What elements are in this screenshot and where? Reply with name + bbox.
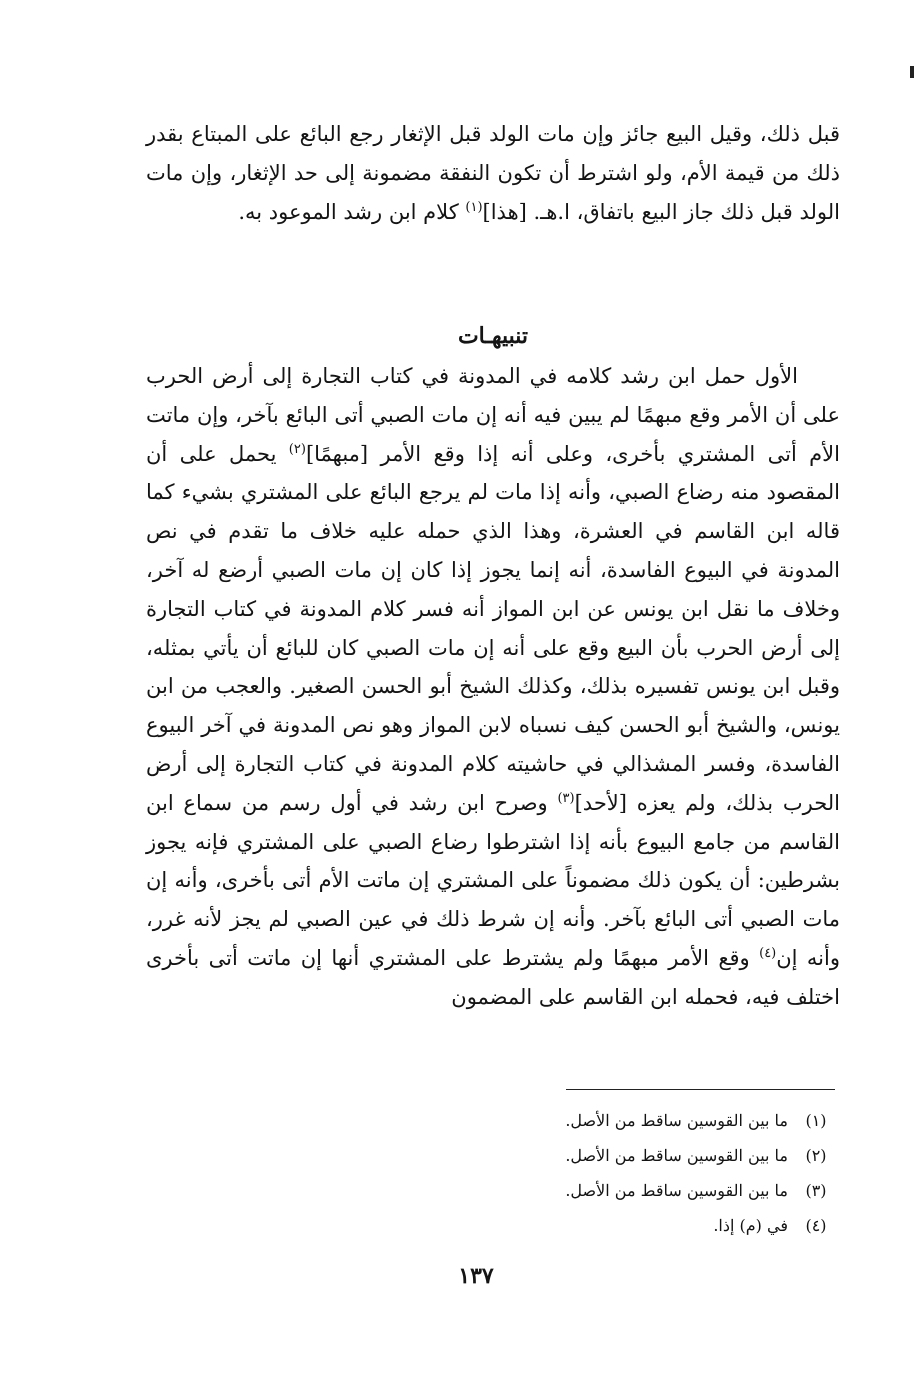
footnote-1: [236, 1103, 836, 1138]
footnote-number: (٢): [805, 1146, 827, 1165]
main-text-part-1: الأول حمل ابن رشد كلامه في المدونة في كتاب التجارة إلى أرض الحرب على أن الأمر وقع مبهمًا لم يبين فيه أنه إن مات الصبي أتى البائع بآخر، وإن ماتت الأم أتى المشتري بأخرى، وعلى أنه إذا وقع الأمر [مبهمًا]: [146, 364, 840, 466]
footnote-text: ما بين القوسين ساقط من الأصل.: [565, 1181, 788, 1200]
footnote-text: ما بين القوسين ساقط من الأصل.: [565, 1146, 788, 1165]
section-heading: تنبيهـات: [457, 323, 529, 349]
footnote-ref-3: (٣): [557, 790, 575, 806]
page-number: ١٣٧: [458, 1263, 494, 1289]
footnote-ref-2: (٢): [288, 441, 306, 457]
footnote-separator: [566, 1089, 835, 1090]
footnote-ref-4: (٤): [759, 945, 777, 961]
footnote-ref-1: (١): [465, 199, 483, 215]
footnote-3: [236, 1173, 836, 1208]
footnotes: [236, 1103, 836, 1243]
main-paragraph: [146, 357, 840, 1017]
footnote-text: ما بين القوسين ساقط من الأصل.: [565, 1111, 788, 1130]
page-edge-mark: [910, 66, 914, 78]
main-text-part-4: وقع الأمر مبهمًا ولم يشترط على المشتري أنها إن ماتت أتى بأخرى اختلف فيه، فحمله ابن القاسم على المضمون: [146, 945, 840, 1009]
footnote-number: (٤): [805, 1216, 827, 1235]
main-text-part-2: يحمل على أن المقصود منه رضاع الصبي، وأنه إذا مات لم يرجع البائع على المشتري بشيء كما قاله ابن القاسم في العشرة، وهذا الذي حمله عليه خلاف ما تقدم في نص المدونة في البيوع الفاسدة، أنه إنما يجوز إذا كان إن مات الصبي أرضع له آخر، وخلاف ما نقل ابن يونس عن ابن المواز أنه فسر كلام المدونة في كتاب التجارة إلى أرض الحرب بأن البيع وقع على أنه إن مات الصبي كان للبائع أن يأتي بمثله، وقبل ابن يونس تفسيره بذلك، وكذلك الشيخ أبو الحسن الصغير. والعجب من ابن يونس، والشيخ أبو الحسن كيف نسباه لابن المواز وهو نص المدونة في آخر البيوع الفاسدة، وفسر المشذالي في حاشيته كلام المدونة في كتاب التجارة إلى أرض الحرب بذلك، ولم يعزه [لأحد]: [146, 441, 840, 815]
footnote-number: (٣): [805, 1181, 827, 1200]
footnote-text: في (م) إذا.: [713, 1216, 788, 1235]
top-paragraph-text: قبل ذلك، وقيل البيع جائز وإن مات الولد قبل الإثغار رجع البائع على المبتاع بقدر ذلك من قيمة الأم، ولو اشترط أن تكون النفقة مضمونة إلى حد الإثغار، وإن مات الولد قبل ذلك جاز البيع باتفاق، ا.هـ. [هذا]: [146, 122, 840, 224]
top-paragraph-end: كلام ابن رشد الموعود به.: [238, 199, 466, 224]
footnote-2: [236, 1138, 836, 1173]
footnote-number: (١): [805, 1111, 827, 1130]
main-text-part-3: وصرح ابن رشد في أول رسم من سماع ابن القاسم من جامع البيوع بأنه إذا اشترطوا رضاع الصبي على المشتري فإنه يجوز بشرطين: أن يكون ذلك مضموناً على المشتري إن ماتت الأم أتى بأخرى، وأنه إن مات الصبي أتى البائع بآخر. وأنه إن شرط ذلك في عين الصبي لم يجز لأنه غرر، وأنه إن: [146, 790, 840, 970]
top-paragraph: [146, 115, 840, 231]
footnote-4: [236, 1208, 836, 1243]
